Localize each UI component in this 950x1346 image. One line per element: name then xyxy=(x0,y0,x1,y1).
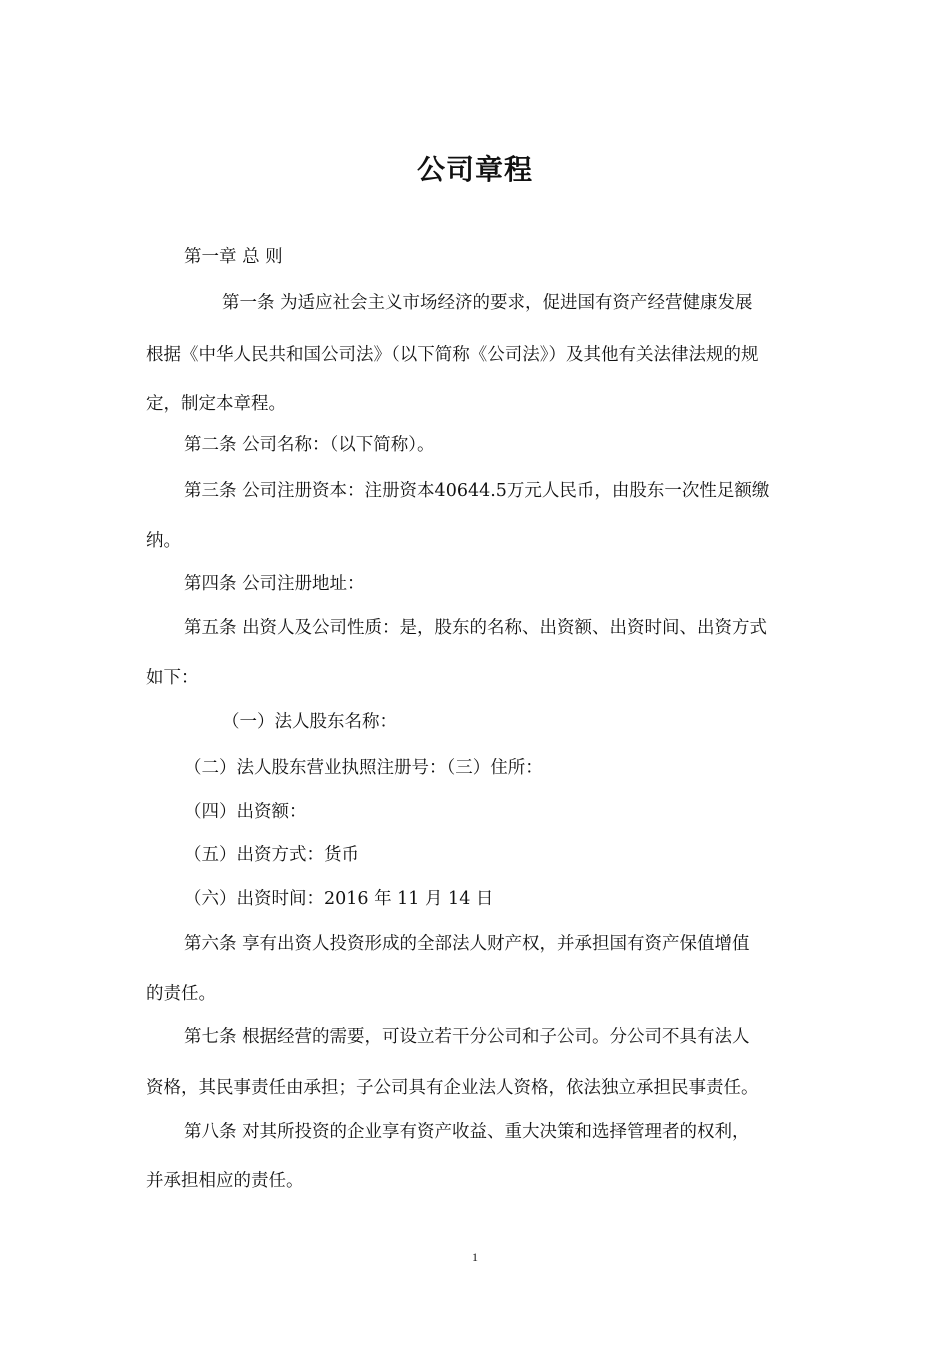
article-6-line-2: 的责任。 xyxy=(146,984,216,1004)
article-1-line-1: 第一条 为适应社会主义市场经济的要求，促进国有资产经营健康发展 xyxy=(222,293,753,313)
shareholder-item-2-3: （二）法人股东营业执照注册号：（三）住所： xyxy=(184,758,543,778)
article-2: 第二条 公司名称：（以下简称）。 xyxy=(184,435,435,455)
article-3-line-2: 纳。 xyxy=(146,531,181,551)
article-7-line-1: 第七条 根据经营的需要，可设立若干分公司和子公司。分公司不具有法人 xyxy=(184,1027,750,1047)
article-1-line-3: 定，制定本章程。 xyxy=(146,394,286,414)
shareholder-item-5: （五）出资方式：货币 xyxy=(184,845,359,865)
article-5-line-2: 如下： xyxy=(146,668,199,688)
page-number: 1 xyxy=(472,1250,478,1264)
article-8-line-2: 并承担相应的责任。 xyxy=(146,1171,304,1191)
shareholder-item-1: （一）法人股东名称： xyxy=(222,712,397,732)
article-6-line-1: 第六条 享有出资人投资形成的全部法人财产权，并承担国有资产保值增值 xyxy=(184,934,750,954)
article-1-line-2: 根据《中华人民共和国公司法》（以下简称《公司法》）及其他有关法律法规的规 xyxy=(146,345,759,365)
article-5-line-1: 第五条 出资人及公司性质：是，股东的名称、出资额、出资时间、出资方式 xyxy=(184,618,768,638)
shareholder-item-4: （四）出资额： xyxy=(184,802,307,822)
article-8-line-1: 第八条 对其所投资的企业享有资产收益、重大决策和选择管理者的权利， xyxy=(184,1122,750,1142)
shareholder-item-6: （六）出资时间：2016 年 11 月 14 日 xyxy=(184,889,494,909)
article-4: 第四条 公司注册地址： xyxy=(184,574,365,594)
page-title: 公司章程 xyxy=(416,153,533,186)
article-7-line-2: 资格，其民事责任由承担；子公司具有企业法人资格，依法独立承担民事责任。 xyxy=(146,1078,759,1098)
article-3-line-1: 第三条 公司注册资本：注册资本40644.5万元人民币，由股东一次性足额缴 xyxy=(184,481,770,501)
chapter-heading: 第一章 总 则 xyxy=(184,247,283,267)
